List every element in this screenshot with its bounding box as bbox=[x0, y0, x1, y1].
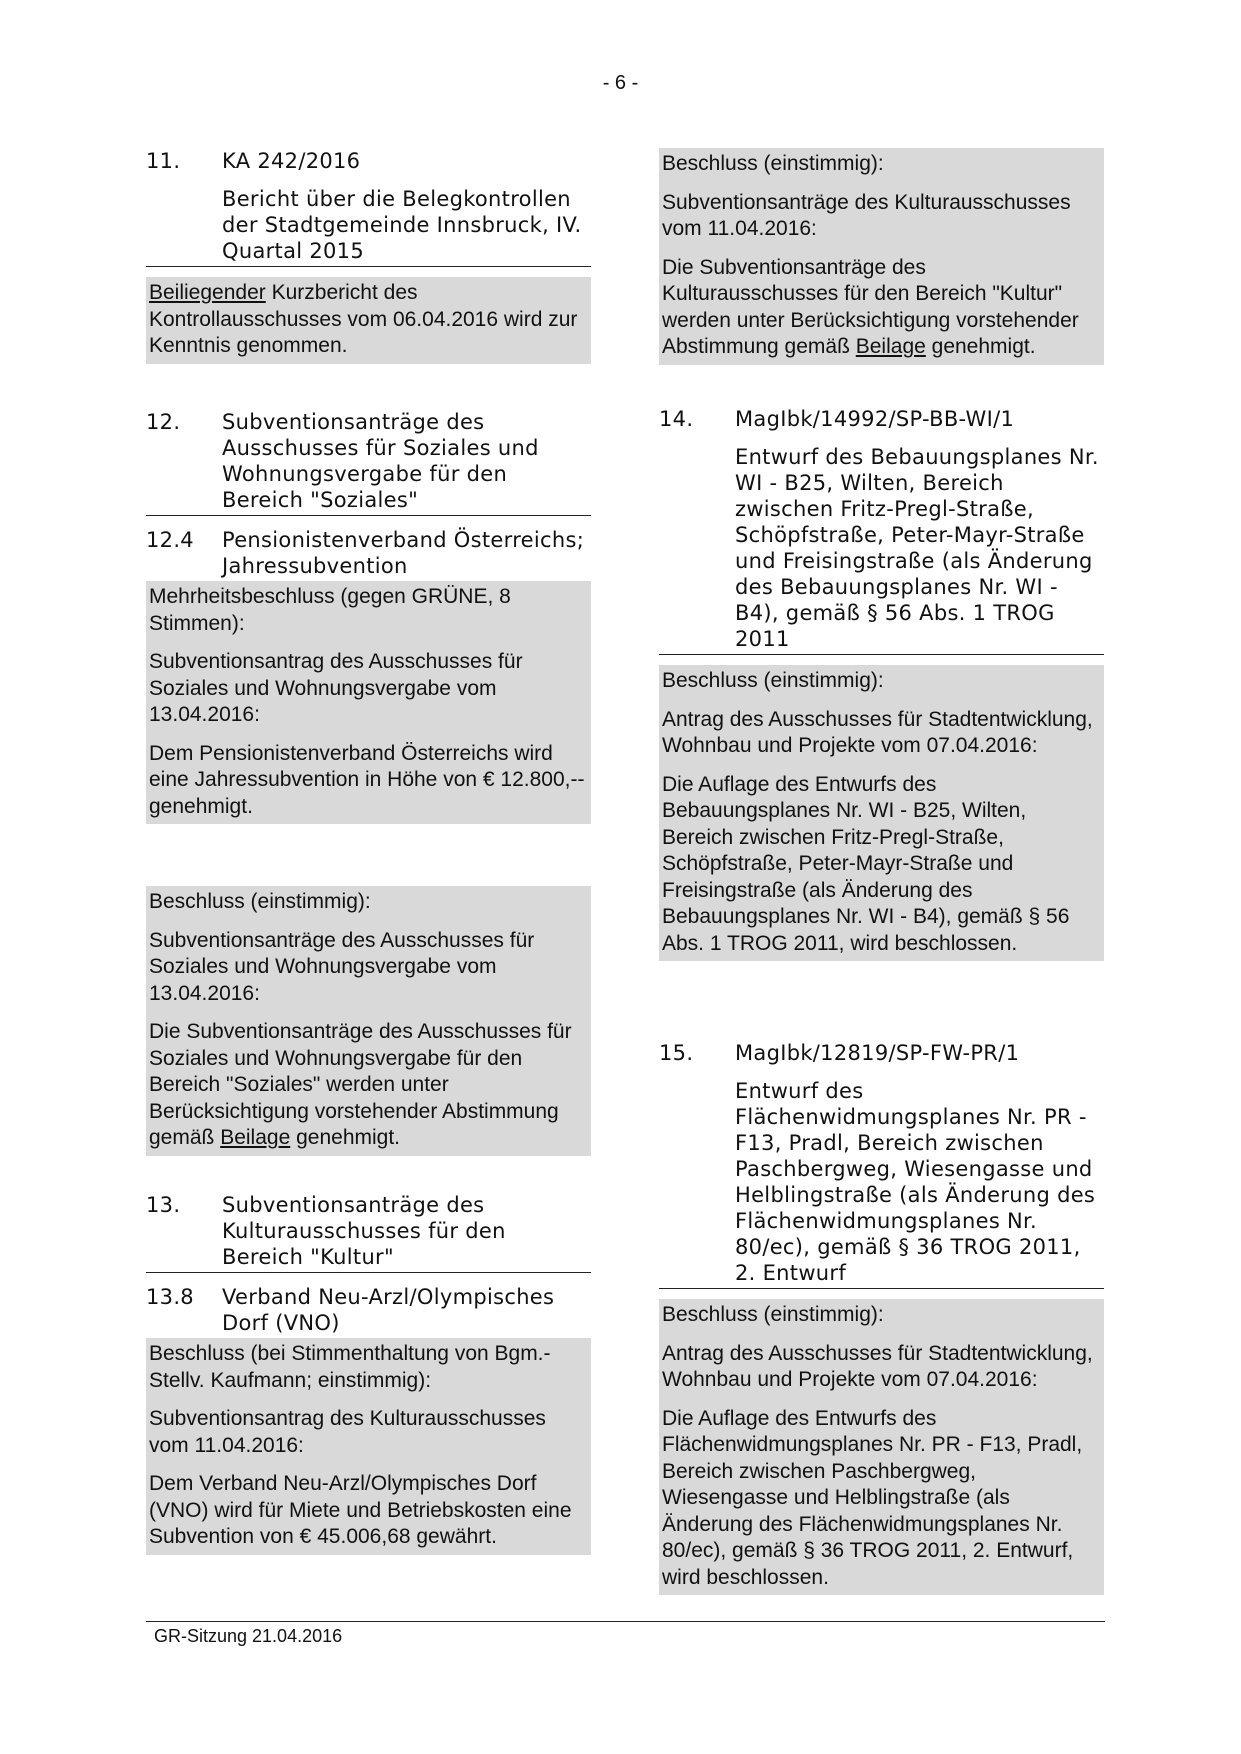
item-number: 13. bbox=[146, 1193, 181, 1217]
item-number: 11. bbox=[146, 149, 181, 173]
decision-box bbox=[146, 886, 591, 1156]
item-title: Entwurf des Flächenwidmungsplanes Nr. PR - F13, Pradl, Bereich zwischen Paschbergweg, Wiesengasse und Helblingstraße (als Änderung des Flächenwidmungsplanes Nr. 80/ec), gemäß § 36 TROG 2011, 2. Entwurf bbox=[735, 1079, 1096, 1285]
item-reference: MagIbk/14992/SP-BB-WI/1 bbox=[735, 407, 1015, 431]
decision-text: Beiliegender Kurzbericht des Kontrollausschusses vom 06.04.2016 wird zur Kenntnis genommen. bbox=[149, 281, 578, 357]
item-title: Subventionsanträge des Kulturausschusses für den Bereich "Kultur" bbox=[222, 1193, 506, 1269]
vote-result: Mehrheitsbeschluss (gegen GRÜNE, 8 Stimmen): bbox=[149, 585, 511, 635]
item-number: 14. bbox=[659, 407, 694, 431]
sub-item-number: 13.8 bbox=[146, 1285, 194, 1309]
decision-box bbox=[146, 581, 591, 824]
motion-text: Subventionsanträge des Ausschusses für Soziales und Wohnungsvergabe vom 13.04.2016: bbox=[149, 928, 535, 1005]
item-title: Subventionsanträge des Ausschusses für Soziales und Wohnungsvergabe für den Bereich "Soziales" bbox=[222, 410, 539, 512]
item-reference: KA 242/2016 bbox=[222, 149, 361, 173]
item-number: 12. bbox=[146, 410, 181, 434]
sub-item-title: Pensionistenverband Österreichs; Jahressubvention bbox=[222, 528, 585, 578]
motion-text: Antrag des Ausschusses für Stadtentwicklung, Wohnbau und Projekte vom 07.04.2016: bbox=[662, 1341, 1093, 1391]
agenda-item-11 bbox=[146, 148, 591, 364]
attachment-link[interactable]: Beiliegender bbox=[149, 281, 266, 304]
sub-item-number: 12.4 bbox=[146, 528, 194, 552]
decision-text: Dem Pensionistenverband Österreichs wird eine Jahressubvention in Höhe von € 12.800,-- genehmigt. bbox=[149, 741, 585, 818]
decision-text: Dem Verband Neu-Arzl/Olympisches Dorf (VNO) wird für Miete und Betriebskosten eine Subvention von € 45.006,68 gewährt. bbox=[149, 1472, 572, 1548]
decision-text: Die Subventionsanträge des Ausschusses für Soziales und Wohnungsvergabe für den Bereich "Soziales" werden unter Berücksichtigung vorstehender Abstimmung gemäß Beilage genehmigt. bbox=[149, 1020, 572, 1149]
agenda-item-12-summary bbox=[146, 886, 591, 1156]
vote-result: Beschluss (einstimmig): bbox=[662, 1303, 884, 1326]
motion-text: Subventionsanträge des Kulturausschusses vom 11.04.2016: bbox=[662, 190, 1071, 240]
motion-text: Subventionsantrag des Kulturausschusses vom 11.04.2016: bbox=[149, 1407, 546, 1457]
decision-text: Die Auflage des Entwurfs des Bebauungsplanes Nr. WI - B25, Wilten, Bereich zwischen Fritz-Pregl-Straße, Schöpfstraße, Peter-Mayr-Straße und Freisingstraße (als Änderung des Bebauungsplanes Nr. WI - B4), gemäß § 56 Abs. 1 TROG 2011, wird beschlossen. bbox=[662, 772, 1070, 955]
agenda-item-13 bbox=[146, 1192, 591, 1555]
divider bbox=[146, 515, 591, 516]
vote-result: Beschluss (bei Stimmenthaltung von Bgm.-Stellv. Kaufmann; einstimmig): bbox=[149, 1342, 551, 1392]
vote-result: Beschluss (einstimmig): bbox=[149, 890, 371, 913]
agenda-item-12 bbox=[146, 409, 591, 824]
decision-text: Die Subventionsanträge des Kulturausschusses für den Bereich "Kultur" werden unter Berücksichtigung vorstehender Abstimmung gemäß Beilage genehmigt. bbox=[662, 255, 1079, 358]
footer-text: GR-Sitzung 21.04.2016 bbox=[154, 1626, 343, 1646]
item-title: Entwurf des Bebauungsplanes Nr. WI - B25, Wilten, Bereich zwischen Fritz-Pregl-Straße, Schöpfstraße, Peter-Mayr-Straße und Freisingstraße (als Änderung des Bebauungsplanes Nr. WI - B4), gemäß § 56 Abs. 1 TROG 2011 bbox=[735, 445, 1099, 651]
divider bbox=[659, 654, 1104, 655]
decision-text: Die Auflage des Entwurfs des Flächenwidmungsplanes Nr. PR - F13, Pradl, Bereich zwischen Paschbergweg, Wiesengasse und Helblingstraße (als Änderung des Flächenwidmungsplanes Nr. 80/ec), gemäß § 36 TROG 2011, 2. Entwurf, wird beschlossen. bbox=[662, 1406, 1083, 1589]
decision-box bbox=[659, 1299, 1104, 1595]
divider bbox=[146, 266, 591, 267]
motion-text: Antrag des Ausschusses für Stadtentwicklung, Wohnbau und Projekte vom 07.04.2016: bbox=[662, 707, 1093, 757]
decision-box bbox=[146, 1338, 591, 1555]
item-number: 15. bbox=[659, 1041, 694, 1065]
agenda-item-14 bbox=[659, 406, 1104, 961]
attachment-link[interactable]: Beilage bbox=[220, 1126, 291, 1149]
agenda-item-13-summary bbox=[659, 148, 1104, 365]
decision-box bbox=[659, 665, 1104, 961]
divider bbox=[146, 1272, 591, 1273]
motion-text: Subventionsantrag des Ausschusses für Soziales und Wohnungsvergabe vom 13.04.2016: bbox=[149, 650, 523, 726]
divider bbox=[659, 1288, 1104, 1289]
item-reference: MagIbk/12819/SP-FW-PR/1 bbox=[735, 1041, 1020, 1065]
agenda-item-15 bbox=[659, 1040, 1104, 1595]
sub-item-title: Verband Neu-Arzl/Olympisches Dorf (VNO) bbox=[222, 1285, 555, 1335]
decision-box bbox=[146, 277, 591, 364]
item-title: Bericht über die Belegkontrollen der Stadtgemeinde Innsbruck, IV. Quartal 2015 bbox=[222, 187, 582, 263]
decision-box bbox=[659, 148, 1104, 365]
page-footer bbox=[146, 1621, 1105, 1647]
page-number: - 6 - bbox=[602, 72, 639, 94]
vote-result: Beschluss (einstimmig): bbox=[662, 669, 884, 692]
vote-result: Beschluss (einstimmig): bbox=[662, 152, 884, 175]
attachment-link[interactable]: Beilage bbox=[855, 335, 926, 358]
